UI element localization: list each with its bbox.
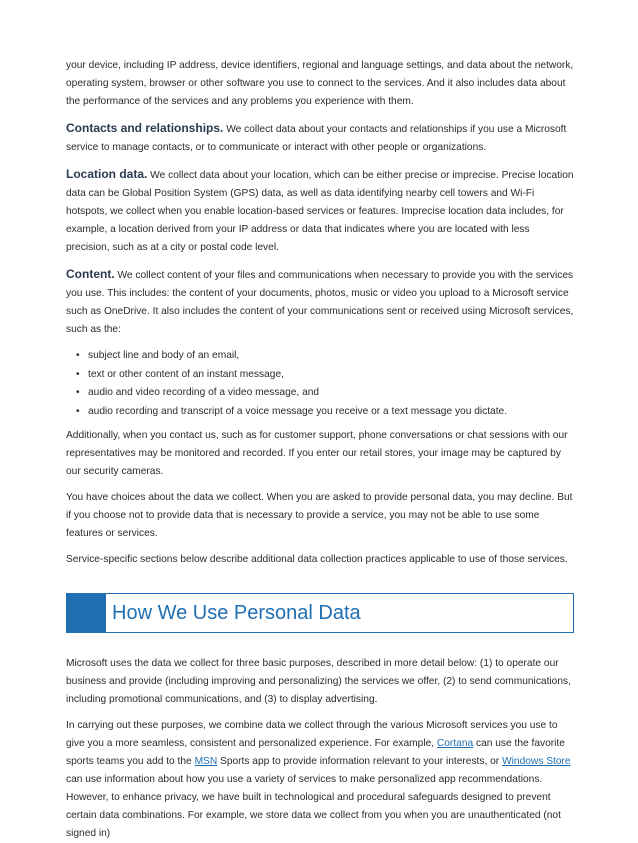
windows-store-link[interactable]: Windows Store (502, 756, 571, 767)
bullet-icon: • (76, 405, 80, 417)
contacts-text: We collect data about your contacts and relationships if you use a Microsoft service to manage contacts, or to communicate or interact with other people or organizations. (66, 124, 567, 153)
section-banner (66, 593, 574, 633)
location-text: We collect data about your location, which can be either precise or imprecise. Precise location data can be Global Position System (GPS) data, as well as data identifying nearby cell towers and Wi-Fi hotspots, we collect when you enable location-based services or features. Imprecise location data includes, for example, a location derived from your IP address or data that indicates where you are located with less precision, such as at a city or postal code level. (66, 170, 574, 253)
banner-accent-bar (67, 594, 106, 632)
list-item: • text or other content of an instant message, (76, 366, 574, 385)
heading-location: Location data. (66, 167, 148, 181)
paragraph-service-specific: Service-specific sections below describe additional data collection practices applicable to use of those services. (66, 554, 568, 565)
list-item: • audio recording and transcript of a voice message you receive or a text message you dictate. (76, 403, 574, 422)
content-text: We collect content of your files and communications when necessary to provide you with the services you use. This includes: the content of your documents, photos, music or video you upload to a Microsoft service such as OneDrive. It also includes the content of your communications sent or received using Microsoft services, such as the: (66, 270, 574, 335)
paragraph-combine: In carrying out these purposes, we combine data we collect through the various Microsoft services you use to give you a more seamless, consistent and personalized experience. For example, Cortana can use the favorite sports teams you add to the MSN Sports app to provide information relevant to your interests, or Windows Store can use information about how you use a variety of services to make personalized app recommendations. However, to enhance privacy, we have built in technological and procedural safeguards designed to prevent certain data combinations. For example, we store data we collect from you when you are unauthenticated (not signed in) (66, 720, 571, 839)
list-item: • audio and video recording of a video message, and (76, 384, 574, 403)
bullet-icon: • (76, 368, 80, 380)
heading-content: Content. (66, 267, 115, 281)
paragraph-uses: Microsoft uses the data we collect for three basic purposes, described in more detail below: (1) to operate our business and provide (including improving and personalizing) the services we offer, (2) to send communications, including promotional communications, and (3) to display advertising. (66, 658, 571, 705)
bullet-icon: • (76, 350, 80, 361)
paragraph-contacts (66, 119, 574, 157)
paragraph-choices: You have choices about the data we collect. When you are asked to provide personal data, you may decline. But if you choose not to provide data that is necessary to provide a service, you may not be able to use some features or services. (66, 492, 573, 539)
bullet-icon: • (76, 387, 80, 398)
list-item: • subject line and body of an email, (76, 347, 574, 366)
paragraph-content (66, 265, 574, 339)
paragraph-device-data: your device, including IP address, device identifiers, regional and language settings, and data about the network, operating system, browser or other software you use to connect to the services. And it also includes data about the performance of the services and any problems you experience with them. (66, 60, 574, 107)
cortana-link[interactable]: Cortana (436, 738, 474, 749)
msn-link[interactable]: MSN (194, 756, 218, 767)
heading-contacts: Contacts and relationships. (66, 121, 224, 135)
paragraph-location (66, 165, 574, 257)
section-title: How We Use Personal Data (112, 602, 361, 624)
content-bullet-list (66, 347, 574, 421)
paragraph-additionally: Additionally, when you contact us, such as for customer support, phone conversations or chat sessions with our representatives may be monitored and recorded. If you enter our retail stores, your image may be captured by our security cameras. (66, 430, 568, 477)
